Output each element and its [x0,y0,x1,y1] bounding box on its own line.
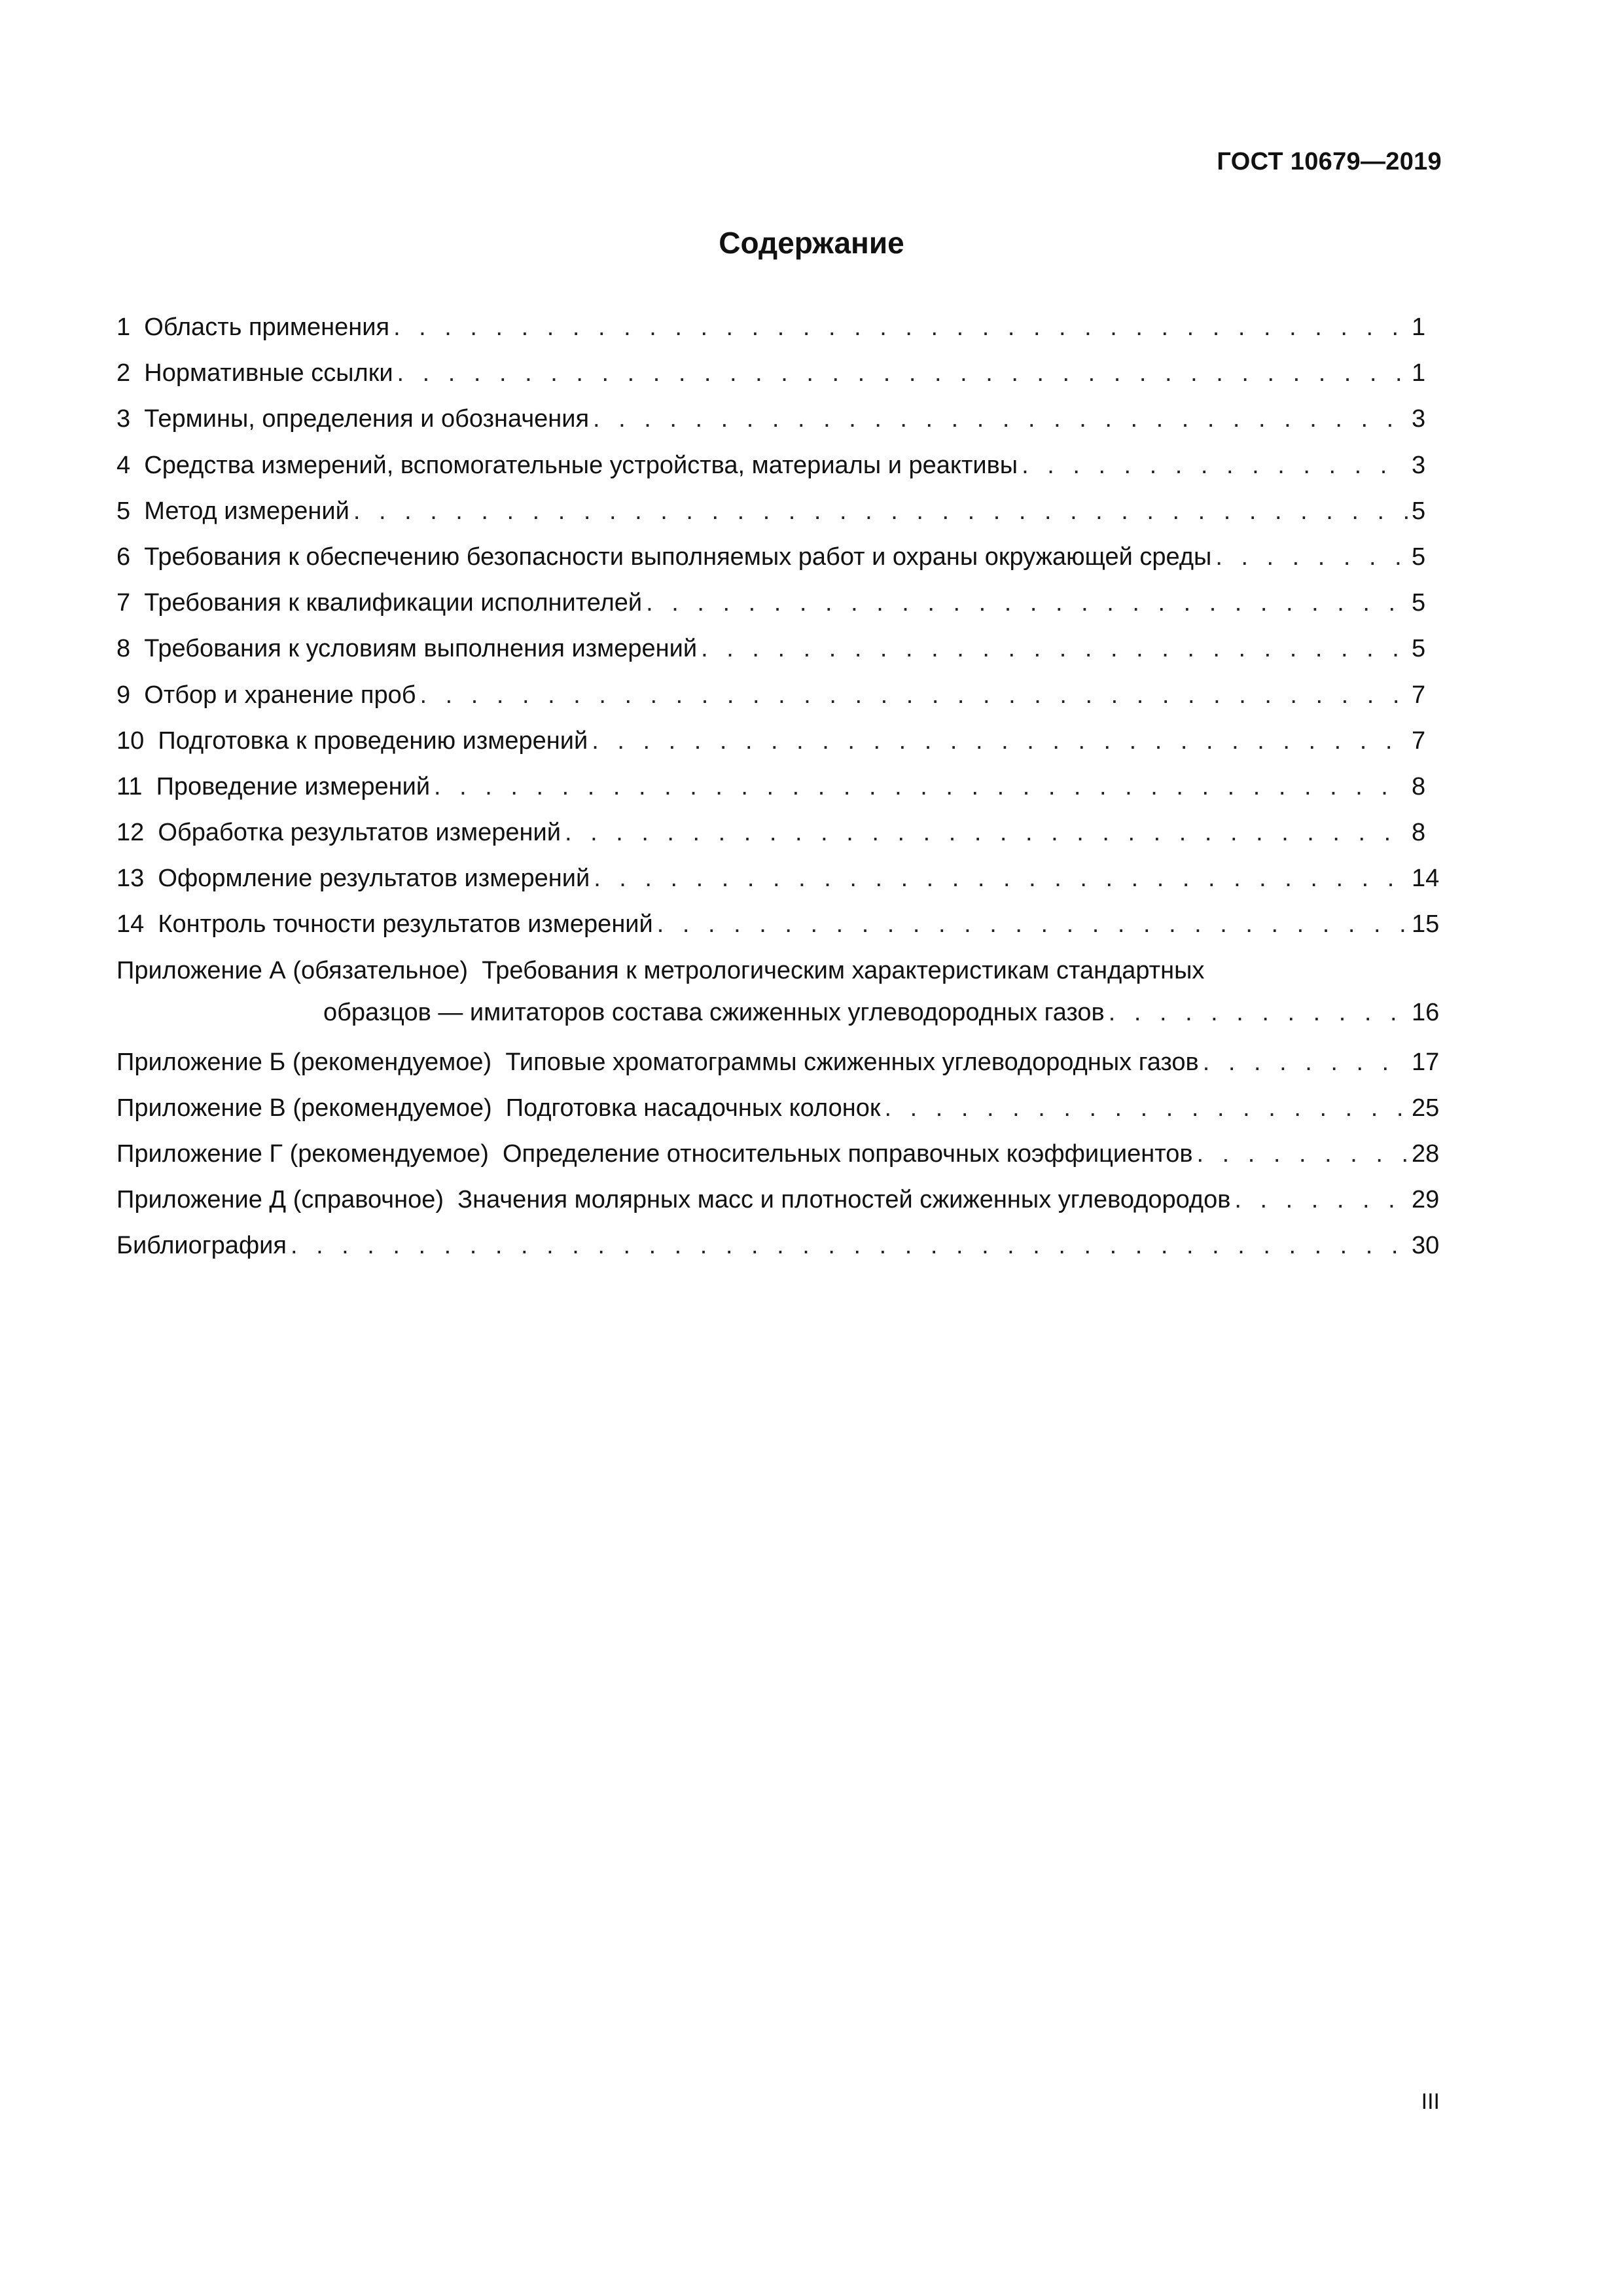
dot-leader [1215,536,1408,578]
toc-entry-label: 7 Требования к квалификации исполнителей [116,589,643,617]
toc-entry-label: Приложение А (обязательное) Требования к метрологическим характеристикам стандартных [116,956,1205,984]
dot-leader [594,857,1408,899]
toc-appendix-v[interactable] [116,1087,1442,1133]
dot-leader [1022,444,1408,486]
dot-leader [657,903,1408,945]
toc-entry-label: Приложение Г (рекомендуемое) Определение относительных поправочных коэффициентов [116,1140,1193,1168]
document-code: ГОСТ 10679—2019 [1217,148,1442,175]
table-of-contents [116,306,1442,1271]
dot-leader [393,306,1408,348]
toc-entry-page: 1 [1412,359,1426,387]
toc-entry-page: 3 [1412,451,1426,479]
dot-leader [1109,992,1408,1033]
dot-leader [885,1087,1408,1129]
toc-entry-label: Приложение Д (справочное) Значения молярных масс и плотностей сжиженных углеводородов [116,1186,1231,1214]
toc-entry-label: 9 Отбор и хранение проб [116,681,416,709]
dot-leader [1234,1179,1408,1221]
toc-entry-page: 5 [1412,589,1426,617]
toc-bibliography[interactable] [116,1225,1442,1270]
toc-entry-label: 2 Нормативные ссылки [116,359,393,387]
toc-entry-label: 1 Область применения [116,314,390,341]
toc-entry-page: 8 [1412,772,1426,800]
toc-appendix-g[interactable] [116,1133,1442,1179]
toc-entry-label: 12 Обработка результатов измерений [116,819,561,847]
toc-entry-page: 16 [1412,998,1440,1026]
toc-entry-label: 13 Оформление результатов измерений [116,865,590,893]
dot-leader [353,490,1408,532]
toc-entry-13[interactable] [116,857,1442,903]
toc-entry-page: 5 [1412,497,1426,525]
toc-entry-11[interactable] [116,766,1442,812]
toc-entry-page: 5 [1412,543,1426,571]
toc-entry-page: 29 [1412,1186,1440,1214]
toc-entry-10[interactable] [116,720,1442,766]
toc-entry-6[interactable] [116,536,1442,582]
toc-entry-label-continued: образцов — имитаторов состава сжиженных углеводородных газов [323,998,1105,1026]
toc-entry-14[interactable] [116,903,1442,949]
toc-entry-page: 14 [1412,865,1440,893]
toc-title: Содержание [719,226,904,260]
toc-entry-page: 5 [1412,635,1426,663]
toc-entry-label: 4 Средства измерений, вспомогательные устройства, материалы и реактивы [116,451,1018,479]
dot-leader [701,628,1408,670]
dot-leader [1203,1041,1408,1083]
toc-appendix-b[interactable] [116,1041,1442,1087]
toc-entry-page: 15 [1412,910,1440,939]
dot-leader [420,674,1408,716]
toc-entry-label: 5 Метод измерений [116,497,349,525]
toc-entry-label: Приложение В (рекомендуемое) Подготовка насадочных колонок [116,1094,881,1122]
page-number: III [1421,2089,1440,2114]
toc-entry-2[interactable] [116,352,1442,398]
dot-leader [397,352,1408,394]
toc-entry-page: 17 [1412,1048,1440,1076]
toc-entry-page: 30 [1412,1232,1440,1260]
dot-leader [592,720,1408,762]
toc-appendix-a[interactable] [116,950,1442,1041]
toc-entry-label: 8 Требования к условиям выполнения измерений [116,635,698,663]
toc-entry-page: 7 [1412,726,1426,755]
dot-leader [593,398,1408,440]
toc-entry-page: 3 [1412,405,1426,433]
dot-leader [291,1225,1408,1266]
dot-leader [1197,1133,1408,1175]
toc-entry-5[interactable] [116,490,1442,536]
toc-entry-page: 28 [1412,1140,1440,1168]
toc-entry-page: 8 [1412,819,1426,847]
toc-entry-12[interactable] [116,812,1442,857]
dot-leader [434,766,1408,808]
toc-entry-page: 7 [1412,681,1426,709]
toc-entry-page: 1 [1412,314,1426,341]
toc-entry-3[interactable] [116,398,1442,444]
toc-entry-4[interactable] [116,444,1442,490]
dot-leader [565,812,1408,853]
toc-entry-9[interactable] [116,674,1442,720]
toc-entry-label: Приложение Б (рекомендуемое) Типовые хроматограммы сжиженных углеводородных газов [116,1048,1199,1076]
toc-appendix-d[interactable] [116,1179,1442,1225]
toc-entry-page: 25 [1412,1094,1440,1122]
toc-entry-label: Библиография [116,1232,287,1260]
toc-entry-label: 6 Требования к обеспечению безопасности выполняемых работ и охраны окружающей среды [116,543,1212,571]
toc-entry-8[interactable] [116,628,1442,673]
toc-entry-label: 11 Проведение измерений [116,772,431,800]
toc-entry-1[interactable] [116,306,1442,352]
toc-entry-label: 14 Контроль точности результатов измерений [116,910,653,939]
toc-entry-label: 3 Термины, определения и обозначения [116,405,590,433]
toc-entry-label: 10 Подготовка к проведению измерений [116,726,588,755]
dot-leader [646,582,1408,624]
toc-entry-7[interactable] [116,582,1442,628]
